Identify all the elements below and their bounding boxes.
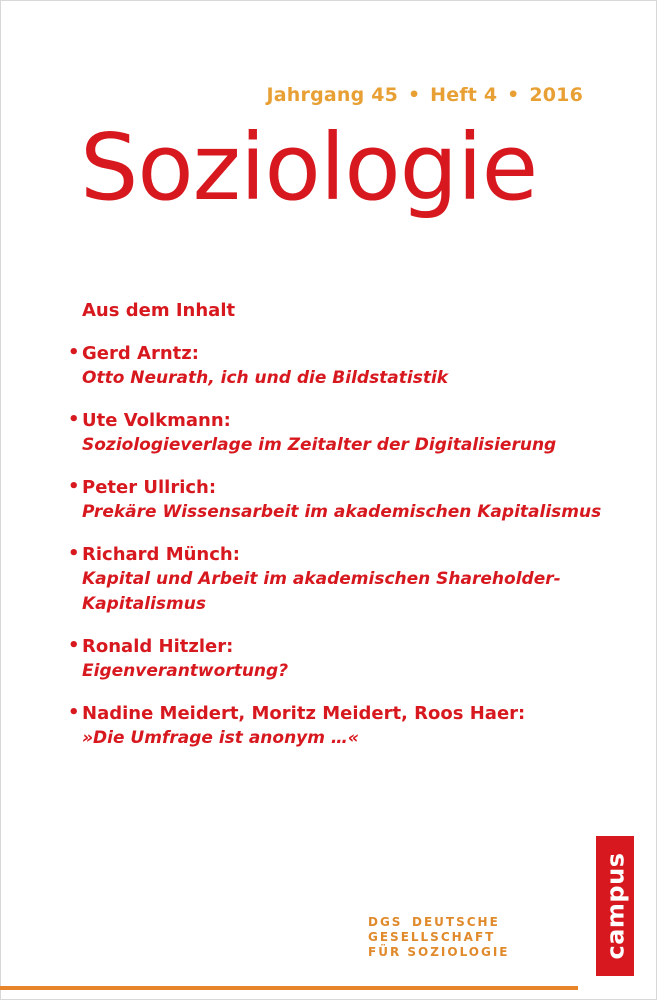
bullet: • xyxy=(68,342,80,363)
contents-heading: Aus dem Inhalt xyxy=(82,300,236,321)
society-logo xyxy=(368,915,568,960)
separator: • xyxy=(507,84,520,106)
bullet: • xyxy=(68,543,80,564)
volume: Jahrgang 45 xyxy=(266,84,399,106)
bullet: • xyxy=(68,702,80,723)
entry-author: Gerd Arntz: xyxy=(82,343,199,364)
issue-number: Heft 4 xyxy=(430,84,498,106)
contents-entry xyxy=(68,476,608,525)
publisher-name: campus xyxy=(601,852,630,960)
entry-author: Peter Ullrich: xyxy=(82,477,217,498)
contents-entry xyxy=(68,543,608,617)
entry-article: Kapital und Arbeit im akademischen Shareholder- xyxy=(82,569,561,589)
table-of-contents xyxy=(68,300,608,769)
entry-article: Otto Neurath, ich und die Bildstatistik xyxy=(82,368,449,388)
bottom-bar xyxy=(0,986,578,990)
entry-article-continued: Kapitalismus xyxy=(82,594,206,614)
society-line2: GESELLSCHAFT xyxy=(368,930,496,944)
entry-author: Richard Münch: xyxy=(82,544,240,565)
bullet: • xyxy=(68,476,80,497)
society-line1: DEUTSCHE xyxy=(412,915,500,929)
entry-author: Ronald Hitzler: xyxy=(82,636,234,657)
publisher-logo xyxy=(596,836,634,976)
contents-entry xyxy=(68,342,608,391)
contents-entry xyxy=(68,409,608,458)
entry-author: Nadine Meidert, Moritz Meidert, Roos Haer: xyxy=(82,703,526,724)
contents-entry xyxy=(68,702,608,751)
journal-title: Soziologie xyxy=(80,114,538,221)
bullet: • xyxy=(68,409,80,430)
separator: • xyxy=(407,84,421,106)
issue-info xyxy=(267,84,583,106)
entry-article: Soziologieverlage im Zeitalter der Digitalisierung xyxy=(82,435,557,455)
entry-author: Ute Volkmann: xyxy=(82,410,231,431)
society-line3: FÜR SOZIOLOGIE xyxy=(368,945,510,959)
entry-article: Eigenverantwortung? xyxy=(82,661,289,681)
contents-entry xyxy=(68,635,608,684)
society-abbr: DGS xyxy=(368,915,403,929)
bullet: • xyxy=(68,635,80,656)
entry-article: »Die Umfrage ist anonym …« xyxy=(82,728,359,748)
issue-year: 2016 xyxy=(529,84,583,106)
entry-article: Prekäre Wissensarbeit im akademischen Kapitalismus xyxy=(82,502,602,522)
